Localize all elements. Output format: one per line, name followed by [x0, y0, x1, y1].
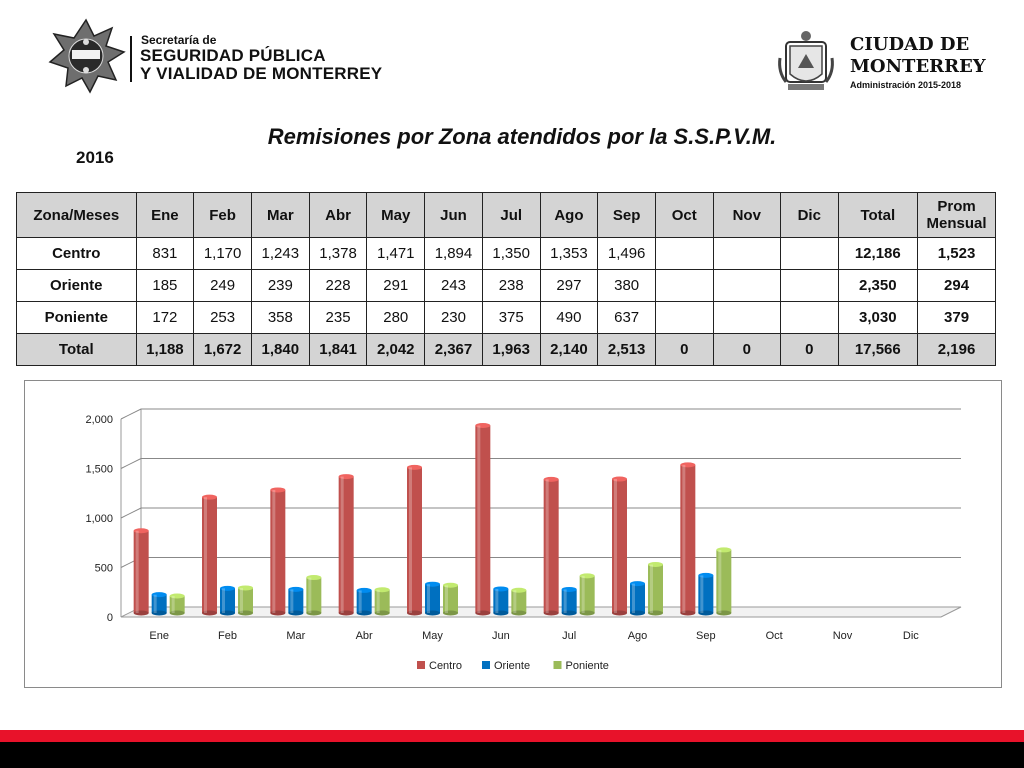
table-cell: 253 [194, 302, 252, 334]
table-cell: 1,353 [540, 238, 598, 270]
chart-frame [24, 380, 1002, 688]
table-cell: 235 [309, 302, 367, 334]
header-oct: Oct [656, 193, 714, 238]
table-cell: 358 [251, 302, 309, 334]
header-jun: Jun [425, 193, 483, 238]
x-tick-label: Jun [491, 630, 510, 642]
header-total: Total [838, 193, 918, 238]
table-cell: 0 [656, 334, 714, 366]
bar-highlight [682, 465, 685, 613]
row-label: Oriente [17, 270, 137, 302]
x-tick-label: Jul [562, 630, 577, 642]
table-row [17, 302, 996, 334]
x-tick-label: Dic [902, 630, 919, 642]
legend-label-oriente: Oriente [494, 660, 531, 672]
row-total: 2,350 [838, 270, 918, 302]
header-may: May [367, 193, 425, 238]
row-label: Centro [17, 238, 137, 270]
bar-highlight [632, 584, 635, 613]
legend-label-centro: Centro [429, 660, 463, 672]
table-cell: 228 [309, 270, 367, 302]
y-gridline [121, 459, 961, 469]
bar-highlight [290, 589, 293, 613]
x-tick-label: Sep [696, 630, 716, 642]
vialidad-monterrey-label: Y VIALIDAD DE MONTERREY [140, 64, 383, 83]
table-cell: 249 [194, 270, 252, 302]
header-abr: Abr [309, 193, 367, 238]
year-label: 2016 [76, 148, 114, 167]
table-cell: 291 [367, 270, 425, 302]
bar-highlight [409, 467, 412, 613]
remisiones-table [16, 192, 996, 366]
table-cell: 2,367 [425, 334, 483, 366]
row-prom: 2,196 [918, 334, 996, 366]
bar-highlight [650, 564, 653, 613]
table-cell [781, 270, 839, 302]
table-cell: 2,513 [598, 334, 656, 366]
table-cell: 2,042 [367, 334, 425, 366]
bar-chart [25, 381, 1000, 686]
bar-highlight [614, 479, 617, 613]
legend-swatch-poniente [554, 661, 562, 669]
city-seal-logo [776, 28, 836, 94]
table-cell: 243 [425, 270, 483, 302]
header-nov: Nov [713, 193, 780, 238]
table-cell [656, 270, 714, 302]
row-prom: 1,523 [918, 238, 996, 270]
logo-divider [130, 36, 132, 82]
x-tick-label: Ago [627, 630, 648, 642]
table-cell: 297 [540, 270, 598, 302]
bar-highlight [718, 550, 721, 613]
table-cell [781, 238, 839, 270]
table-cell: 239 [251, 270, 309, 302]
table-cell: 1,672 [194, 334, 252, 366]
table-cell: 490 [540, 302, 598, 334]
x-tick-label: May [422, 630, 443, 642]
table-cell: 280 [367, 302, 425, 334]
header-ene: Ene [136, 193, 194, 238]
y-tick-label: 1,000 [85, 513, 113, 525]
bar-highlight [445, 585, 448, 613]
bar-highlight [582, 576, 585, 613]
bar-highlight [136, 531, 139, 613]
y-tick-label: 500 [94, 562, 113, 575]
table-cell: 1,188 [136, 334, 194, 366]
bar-highlight [222, 588, 225, 613]
y-gridline [121, 508, 961, 518]
bar-highlight [341, 477, 344, 613]
table-cell [656, 238, 714, 270]
table-cell: 230 [425, 302, 483, 334]
x-tick-label: Abr [355, 630, 373, 642]
table-cell: 185 [136, 270, 194, 302]
legend-swatch-centro [417, 661, 425, 669]
secretaria-label: Secretaría de [141, 33, 217, 47]
bar-highlight [427, 584, 430, 613]
x-tick-label: Mar [286, 630, 306, 642]
ciudad-de-label: CIUDAD DE [850, 34, 970, 55]
row-total: 12,186 [838, 238, 918, 270]
table-cell [781, 302, 839, 334]
bar-highlight [377, 590, 380, 613]
table-cell [713, 302, 780, 334]
seguridad-publica-label: SEGURIDAD PÚBLICA [140, 46, 326, 65]
y-gridline [121, 558, 961, 568]
footer-black-stripe [0, 742, 1024, 768]
table-cell [713, 238, 780, 270]
monterrey-label: MONTERREY [850, 56, 986, 77]
table-cell [713, 270, 780, 302]
bar-highlight [495, 589, 498, 613]
table-cell: 375 [482, 302, 540, 334]
table-cell: 1,841 [309, 334, 367, 366]
bar-highlight [700, 575, 703, 613]
header-mar: Mar [251, 193, 309, 238]
bar-highlight [308, 578, 311, 613]
bar-highlight [154, 595, 157, 613]
table-cell: 1,963 [482, 334, 540, 366]
page-title: Remisiones por Zona atendidos por la S.S.P.V.M. [267, 124, 777, 149]
table-cell: 0 [781, 334, 839, 366]
table-cell: 1,378 [309, 238, 367, 270]
police-star-logo [46, 18, 126, 94]
bar-highlight [272, 490, 275, 613]
table-body [17, 238, 996, 366]
header-sep: Sep [598, 193, 656, 238]
row-label: Total [17, 334, 137, 366]
footer-red-stripe [0, 730, 1024, 742]
table-cell: 1,350 [482, 238, 540, 270]
table-row [17, 334, 996, 366]
table-row [17, 238, 996, 270]
table-cell [656, 302, 714, 334]
bar-highlight [477, 425, 480, 613]
header-prom: Prom [937, 198, 976, 215]
legend-swatch-oriente [482, 661, 490, 669]
table-cell: 172 [136, 302, 194, 334]
table-cell: 1,471 [367, 238, 425, 270]
y-gridline [121, 409, 961, 419]
row-prom: 294 [918, 270, 996, 302]
x-tick-label: Ene [149, 630, 169, 642]
header-ago: Ago [540, 193, 598, 238]
table-cell: 238 [482, 270, 540, 302]
table-cell: 0 [713, 334, 780, 366]
row-total: 3,030 [838, 302, 918, 334]
table-cell: 1,243 [251, 238, 309, 270]
header-dic: Dic [781, 193, 839, 238]
table-cell: 1,170 [194, 238, 252, 270]
row-prom: 379 [918, 302, 996, 334]
x-tick-label: Oct [765, 630, 783, 642]
table-row [17, 270, 996, 302]
table-cell: 1,496 [598, 238, 656, 270]
x-tick-label: Feb [218, 630, 237, 642]
bar-highlight [204, 497, 207, 613]
header-mensual: Mensual [926, 215, 987, 232]
bar-highlight [359, 590, 362, 613]
y-tick-label: 0 [106, 612, 113, 624]
row-label: Poniente [17, 302, 137, 334]
header-feb: Feb [194, 193, 252, 238]
table-cell: 831 [136, 238, 194, 270]
administracion-label: Administración 2015-2018 [850, 80, 962, 90]
table-cell: 637 [598, 302, 656, 334]
legend-label-poniente: Poniente [565, 660, 609, 672]
header-jul: Jul [482, 193, 540, 238]
bar-highlight [240, 588, 243, 613]
y-tick-label: 2,000 [85, 414, 113, 426]
bar-highlight [513, 590, 516, 613]
y-tick-label: 1,500 [85, 463, 113, 476]
header-zona: Zona/Meses [17, 193, 137, 238]
x-tick-label: Nov [832, 630, 853, 642]
bar-highlight [172, 596, 175, 613]
bar-highlight [546, 479, 549, 613]
table-cell: 2,140 [540, 334, 598, 366]
bar-highlight [564, 589, 567, 613]
table-cell: 380 [598, 270, 656, 302]
row-total: 17,566 [838, 334, 918, 366]
table-header-row [17, 193, 996, 238]
header-prom-mensual [918, 193, 996, 238]
table-cell: 1,894 [425, 238, 483, 270]
table-cell: 1,840 [251, 334, 309, 366]
